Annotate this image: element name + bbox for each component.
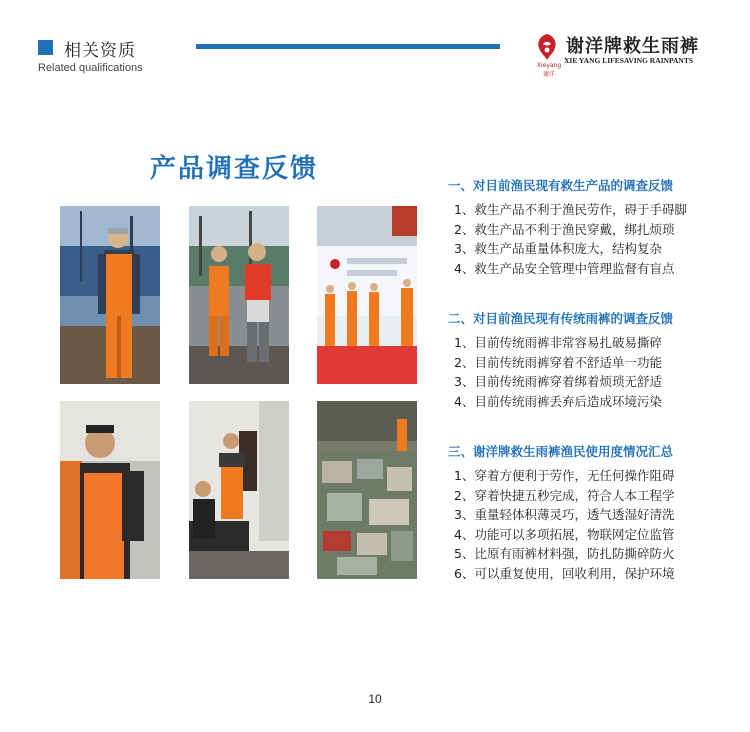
photo-fish-market — [317, 401, 417, 579]
header-title: 相关资质 — [64, 41, 136, 61]
list-item: 2、目前传统雨裤穿着不舒适单一功能 — [454, 354, 662, 370]
list-item: 1、救生产品不利于渔民劳作，碍于手碍脚 — [454, 202, 687, 217]
list-item: 2、救生产品不利于渔民穿戴，绑扎烦琐 — [454, 221, 675, 237]
survey-section-rescue-products — [448, 176, 738, 278]
photo-stage-event — [317, 206, 417, 384]
section-marker-square — [38, 40, 53, 55]
photo-man-indoor — [189, 401, 289, 579]
list-item: 4、救生产品安全管理中管理监督有盲点 — [454, 260, 675, 276]
list-item: 3、目前传统雨裤穿着绑着烦琐无舒适 — [454, 374, 662, 389]
list-item: 6、可以重复使用，回收利用，保护环境 — [454, 565, 675, 581]
section-title: 一、对目前渔民现有救生产品的调查反馈 — [448, 178, 674, 193]
list-item: 2、穿着快捷五秒完成，符合人本工程学 — [454, 487, 675, 503]
photo-two-men-lifejacket — [189, 206, 289, 384]
section-title: 三、谢洋牌救生雨裤渔民使用度情况汇总 — [448, 444, 674, 459]
photo-fisherman-harbor — [60, 206, 160, 384]
page-number: 10 — [368, 692, 382, 706]
list-item: 5、比原有雨裤材料强，防扎防撕碎防火 — [454, 546, 675, 561]
survey-section-traditional-rainpants — [448, 309, 738, 411]
survey-section-xieyang-usage — [448, 442, 738, 583]
list-item: 4、目前传统雨裤丢弃后造成环境污染 — [454, 393, 662, 409]
photo-man-apron — [60, 401, 160, 579]
header-subtitle: Related qualifications — [38, 62, 143, 74]
list-item: 3、救生产品重量体积庞大，结构复杂 — [454, 241, 662, 256]
list-item: 3、重量轻体积薄灵巧，透气透湿好清洗 — [454, 507, 675, 522]
section-title: 二、对目前渔民现有传统雨裤的调查反馈 — [448, 311, 674, 326]
brand-logo-icon — [534, 32, 560, 62]
list-item: 1、目前传统雨裤非常容易扎破易撕碎 — [454, 335, 662, 350]
list-item: 1、穿着方便利于劳作，无任何操作阻碍 — [454, 468, 675, 483]
main-title: 产品调查反馈 — [150, 154, 319, 184]
list-item: 4、功能可以多项拓展，物联网定位监管 — [454, 526, 675, 542]
brand-logo-caption: Xieyang 谢洋 — [536, 62, 562, 78]
brand-name: 谢洋牌救生雨裤 — [566, 36, 699, 57]
brand-english-name: XIE YANG LIFESAVING RAINPANTS — [564, 56, 693, 65]
header-divider-bar — [196, 44, 500, 49]
brand-block — [534, 30, 714, 78]
